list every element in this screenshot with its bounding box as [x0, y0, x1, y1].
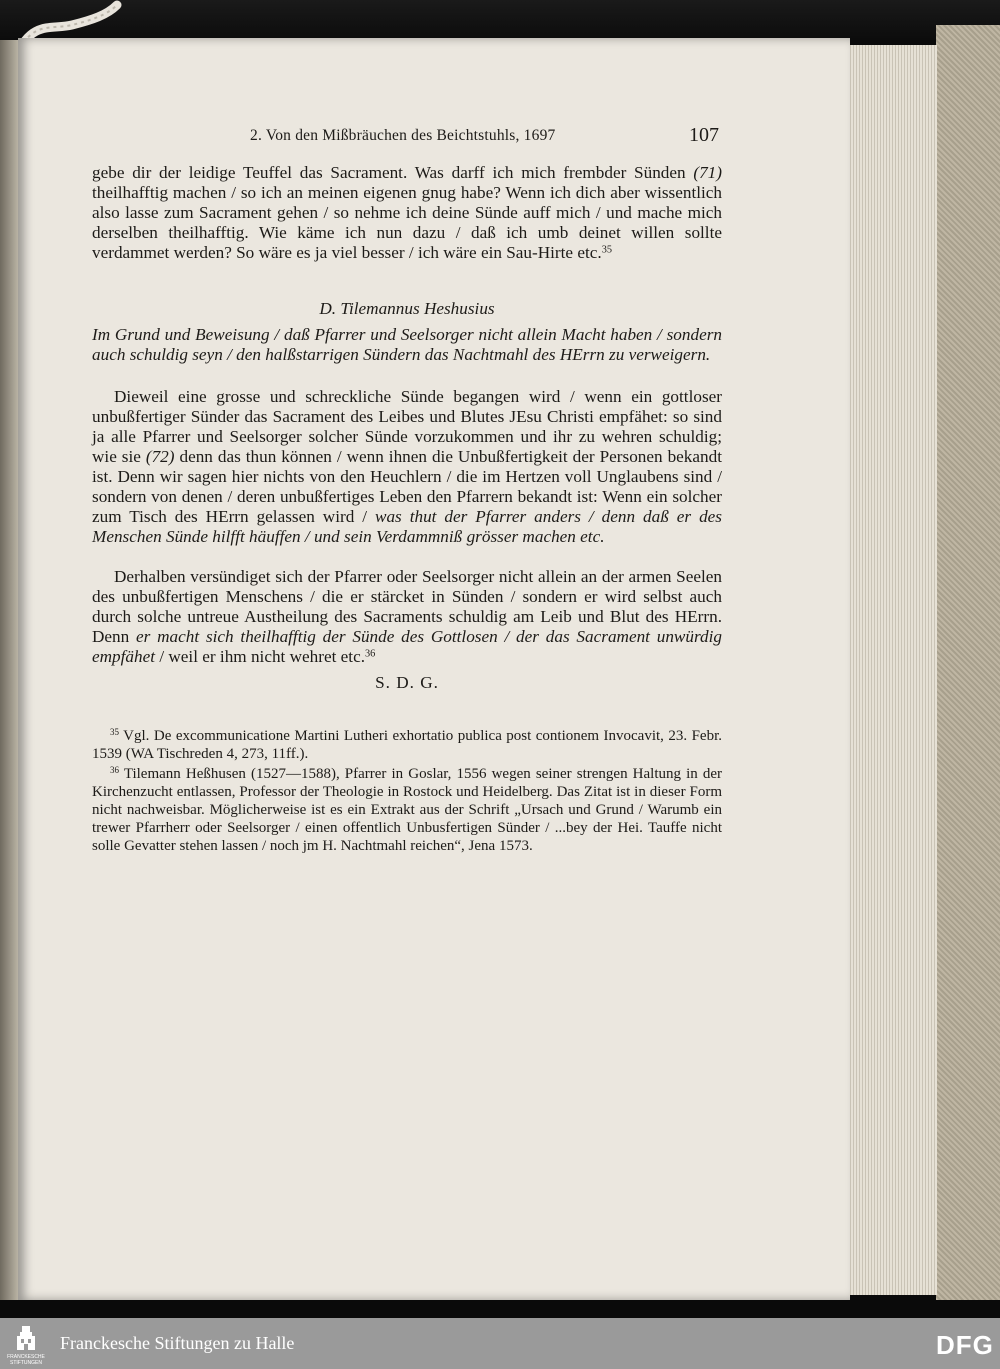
paragraph-3-text-a: Derhalben versündiget sich der Pfarrer oder Seelsorger nicht allein an der armen Seelen des unbußfertigen Menschens / die er stärcket in Sünden / sondern er wird selbst auch durch solche untreue Austheilung des Sacraments schuldig am Leib und Blut des HErrn. Denn: [92, 567, 722, 646]
footnote-36: [92, 765, 722, 855]
paragraph-2: [92, 387, 722, 547]
section-lead: Im Grund und Beweisung / daß Pfarrer und Seelsorger nicht allein Macht haben / sondern auch schuldig seyn / den halßstarrigen Sündern das Nachtmahl des HErrn zu verweigern.: [92, 325, 722, 364]
page-number: 107: [689, 124, 719, 146]
paragraph-2-text-a: Dieweil eine grosse und schreckliche Sünde begangen wird / wenn ein gottloser unbußfertiger Sünder das Sacrament des Leibes und Blutes JEsu Christi empfähet: so sind ja alle Pfarrer und Seelsorger solcher Sünde vorzukommen und ihr zu wehren schuldig; wie sie: [92, 387, 722, 466]
page-reference-71: (71): [693, 163, 722, 182]
page-reference-72: (72): [145, 447, 175, 466]
paragraph-2-text-b: denn das thun können / wenn ihnen die Unbußfertigkeit der Personen bekandt ist. Denn wir sagen hier nichts von den Heuchlern / die im Hertzen voll Unglaubens sind / sondern von denen / deren unbußfertiges Leben den Pfarrern bekandt ist: Wenn ein solcher zum Tisch des HErrn gelassen wird /: [92, 447, 722, 526]
footnote-text: Vgl. De excommunicatione Martini Lutheri exhortatio publica post contionem Invocavit, 23. Febr. 1539 (WA Tischreden 4, 273, 11ff.).: [92, 728, 722, 762]
facing-page-edge: [0, 40, 18, 1300]
dfg-logo[interactable]: DFG: [936, 1330, 994, 1360]
paragraph-3: [92, 567, 722, 667]
cloth-binding: [936, 25, 1000, 1300]
footnote-number: 35: [110, 727, 119, 738]
footnote-ref-35: 35: [601, 244, 612, 256]
book-cover-edge: [0, 0, 1000, 40]
paragraph-3-text-b: / weil er ihm nicht wehret etc.: [155, 647, 366, 666]
paragraph-3-italic: er macht sich theilhafftig der Sünde des Gottlosen / der das Sacrament unwürdig empfähet: [92, 627, 722, 666]
closing-formula: S. D. G.: [375, 673, 439, 692]
paragraph-1: [92, 163, 722, 263]
running-head: 2. Von den Mißbräuchen des Beichtstuhls, 1697: [250, 127, 556, 144]
institution-link[interactable]: Franckesche Stiftungen zu Halle: [60, 1333, 295, 1353]
section-heading: D. Tilemannus Heshusius: [319, 299, 495, 318]
logo-caption: FRANCKESCHE STIFTUNGEN: [7, 1354, 45, 1366]
paragraph-2-italic: was thut der Pfarrer anders / denn daß er des Menschen Sünde hilfft häuffen / und sein Verdammniß grösser machen etc.: [92, 507, 722, 546]
footnote-ref-36: 36: [365, 648, 376, 660]
page-stack-edges: [845, 45, 937, 1295]
paragraph-1-text-b: theilhafftig machen / so ich an meinen eigenen gnug habe? Wenn ich dich aber wissentlich also lasse zum Sacrament gehen / so nehme ich deine Sünde auff mich / und mache mich derselben theilhafftig. Wie käme ich nun dazu / daß ich umb deinet willen sollte verdammet werden? So wäre es ja viel besser / ich wäre ein Sau-Hirte etc.: [92, 183, 722, 262]
footnote-number: 36: [110, 765, 119, 776]
footnote-text: Tilemann Heßhusen (1527—1588), Pfarrer in Goslar, 1556 wegen seiner strengen Haltung in der Kirchenzucht entlassen, Professor der Theologie in Rostock und Heidelberg. Das Zitat ist in dieser Form nicht nachweisbar. Möglicherweise ist es ein Extrakt aus der Schrift „Ursach und Grund / Warumb ein trewer Pfarrherr oder Seelsorger / einen offentlich Unbusfertigen Sünder / ...bey der Hei. Tauffe nicht solle Gevatter stehen lassen / noch jm H. Nachtmahl reichen“, Jena 1573.: [92, 766, 722, 854]
footnote-35: [92, 727, 722, 763]
paragraph-1-text-a: gebe dir der leidige Teuffel das Sacrament. Was darff ich mich frembder Sünden: [92, 163, 694, 182]
